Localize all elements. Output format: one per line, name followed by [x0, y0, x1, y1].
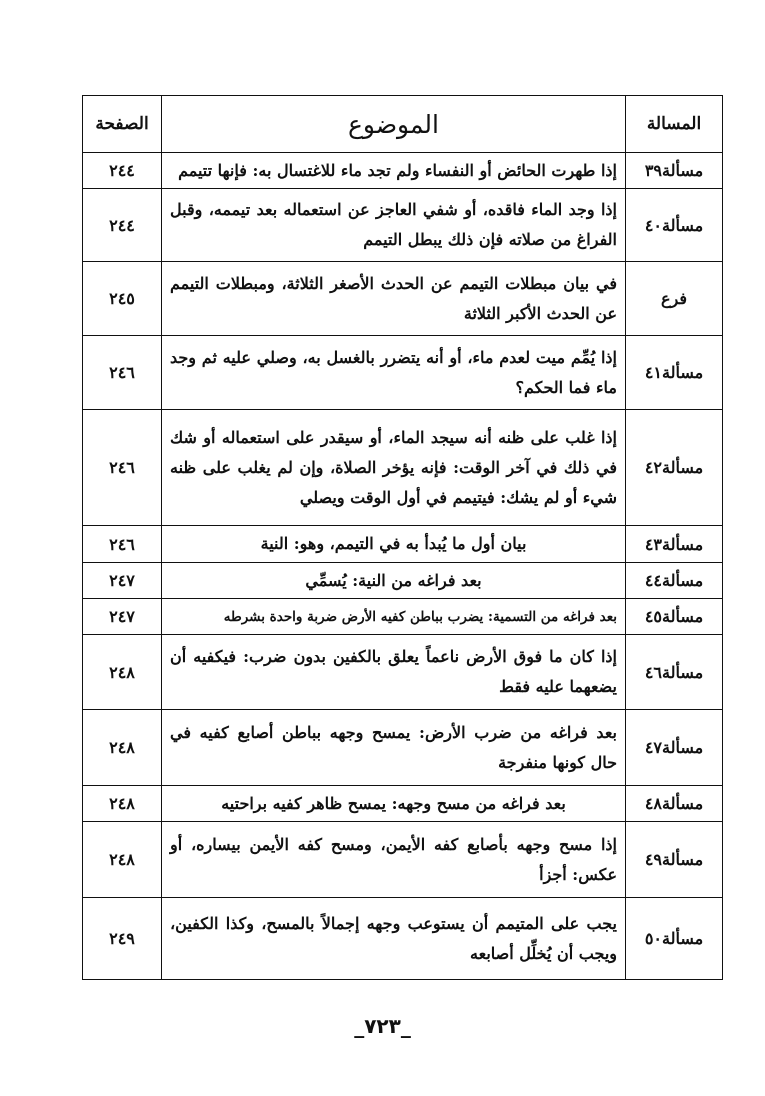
issue-cell: مسألة٥٠	[626, 898, 723, 980]
topic-cell: بعد فراغه من مسح وجهه: يمسح ظاهر كفيه براحتيه	[162, 786, 626, 822]
page-cell: ٢٤٧	[83, 563, 162, 599]
issue-cell: مسألة٤٠	[626, 189, 723, 262]
topic-cell: بعد فراغه من التسمية: يضرب بباطن كفيه الأرض ضربة واحدة بشرطه	[162, 599, 626, 635]
page-cell: ٢٤٥	[83, 262, 162, 336]
table-row	[83, 599, 723, 635]
header-row	[83, 96, 723, 153]
page-cell: ٢٤٩	[83, 898, 162, 980]
table-row	[83, 822, 723, 898]
header-issue: المسالة	[626, 96, 723, 153]
page-cell: ٢٤٦	[83, 526, 162, 563]
topic-cell: بعد فراغه من ضرب الأرض: يمسح وجهه بباطن أصابع كفيه في حال كونها منفرجة	[162, 710, 626, 786]
table-row	[83, 410, 723, 526]
issue-cell: فرع	[626, 262, 723, 336]
table-row	[83, 336, 723, 410]
issue-cell: مسألة٤٥	[626, 599, 723, 635]
issue-cell: مسألة٤٧	[626, 710, 723, 786]
issue-cell: مسألة٤٩	[626, 822, 723, 898]
page-cell: ٢٤٦	[83, 336, 162, 410]
topic-cell: إذا مسح وجهه بأصابع كفه الأيمن، ومسح كفه الأيمن بيساره، أو عكس: أجزأ	[162, 822, 626, 898]
header-page: الصفحة	[83, 96, 162, 153]
table-row	[83, 635, 723, 710]
issue-cell: مسألة٤٨	[626, 786, 723, 822]
issue-cell: مسألة٤٤	[626, 563, 723, 599]
table-row	[83, 786, 723, 822]
issue-cell: مسألة٤٢	[626, 410, 723, 526]
page-cell: ٢٤٤	[83, 153, 162, 189]
issue-cell: مسألة٤١	[626, 336, 723, 410]
topic-cell: إذا طهرت الحائض أو النفساء ولم تجد ماء للاغتسال به: فإنها تتيمم	[162, 153, 626, 189]
table-row	[83, 898, 723, 980]
index-table	[82, 95, 723, 980]
page-cell: ٢٤٨	[83, 710, 162, 786]
table-row	[83, 526, 723, 563]
table-row	[83, 563, 723, 599]
issue-cell: مسألة٤٣	[626, 526, 723, 563]
topic-cell: إذا وجد الماء فاقده، أو شفي العاجز عن استعماله بعد تيممه، وقبل الفراغ من صلاته فإن ذلك يبطل التيمم	[162, 189, 626, 262]
page-cell: ٢٤٨	[83, 822, 162, 898]
page-number: _٧٢٣_	[354, 1014, 411, 1038]
page-cell: ٢٤٨	[83, 786, 162, 822]
page-cell: ٢٤٨	[83, 635, 162, 710]
issue-cell: مسألة٤٦	[626, 635, 723, 710]
page-cell: ٢٤٦	[83, 410, 162, 526]
topic-cell: يجب على المتيمم أن يستوعب وجهه إجمالاً بالمسح، وكذا الكفين، ويجب أن يُخلِّل أصابعه	[162, 898, 626, 980]
topic-cell: بعد فراغه من النية: يُسمِّي	[162, 563, 626, 599]
topic-cell: بيان أول ما يُبدأ به في التيمم، وهو: النية	[162, 526, 626, 563]
header-topic: الموضوع	[162, 96, 626, 153]
page-cell: ٢٤٧	[83, 599, 162, 635]
table-row	[83, 262, 723, 336]
issue-cell: مسألة٣٩	[626, 153, 723, 189]
topic-cell: إذا كان ما فوق الأرض ناعماً يعلق بالكفين بدون ضرب: فيكفيه أن يضعهما عليه فقط	[162, 635, 626, 710]
table-row	[83, 189, 723, 262]
table-row	[83, 153, 723, 189]
page-cell: ٢٤٤	[83, 189, 162, 262]
topic-cell: إذا يُمِّم ميت لعدم ماء، أو أنه يتضرر بالغسل به، وصلي عليه ثم وجد ماء فما الحكم؟	[162, 336, 626, 410]
topic-cell: إذا غلب على ظنه أنه سيجد الماء، أو سيقدر على استعماله أو شك في ذلك في آخر الوقت: فإنه يؤخر الصلاة، وإن لم يغلب على ظنه شيء أو لم يشك: فيتيمم في أول الوقت ويصلي	[162, 410, 626, 526]
table-row	[83, 710, 723, 786]
topic-cell: في بيان مبطلات التيمم عن الحدث الأصغر الثلاثة، ومبطلات التيمم عن الحدث الأكبر الثلاثة	[162, 262, 626, 336]
